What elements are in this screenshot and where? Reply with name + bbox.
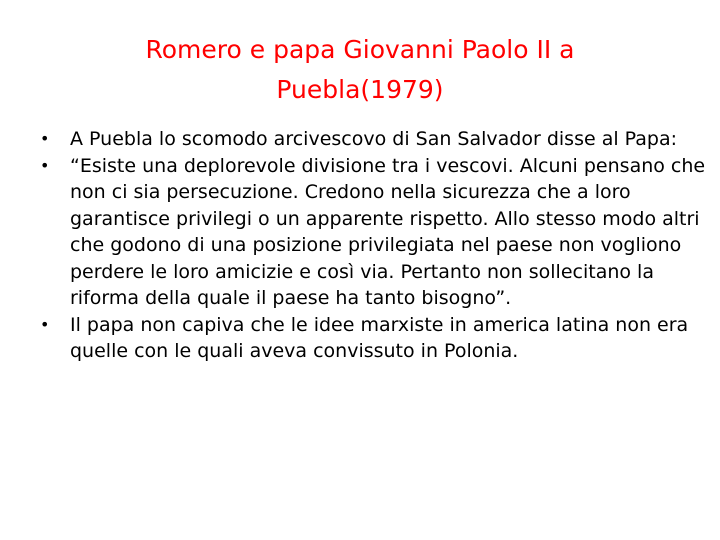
list-item	[30, 126, 710, 153]
list-item	[30, 153, 710, 312]
bullet-text: “Esiste una deplorevole divisione tra i vescovi. Alcuni pensano che non ci sia persecuzione. Credono nella sicurezza che a loro garantisce privilegi o un apparente rispetto. Allo stesso modo altri che godono di una posizione privilegiata nel paese non vogliono perdere le loro amicizie e così via. Pertanto non sollecitano la riforma della quale il paese ha tanto bisogno”.	[70, 154, 706, 309]
bullet-icon: •	[40, 155, 50, 175]
bullet-icon: •	[40, 314, 50, 334]
slide-title: Romero e papa Giovanni Paolo II a Puebla(1979)	[145, 35, 575, 104]
list-item	[30, 312, 710, 365]
bullet-text: Il papa non capiva che le idee marxiste in america latina non era quelle con le quali aveva convissuto in Polonia.	[70, 313, 689, 362]
bullet-icon: •	[40, 129, 50, 148]
bullet-text: A Puebla lo scomodo arcivescovo di San Salvador disse al Papa:	[70, 128, 678, 150]
bullet-list	[30, 126, 710, 365]
